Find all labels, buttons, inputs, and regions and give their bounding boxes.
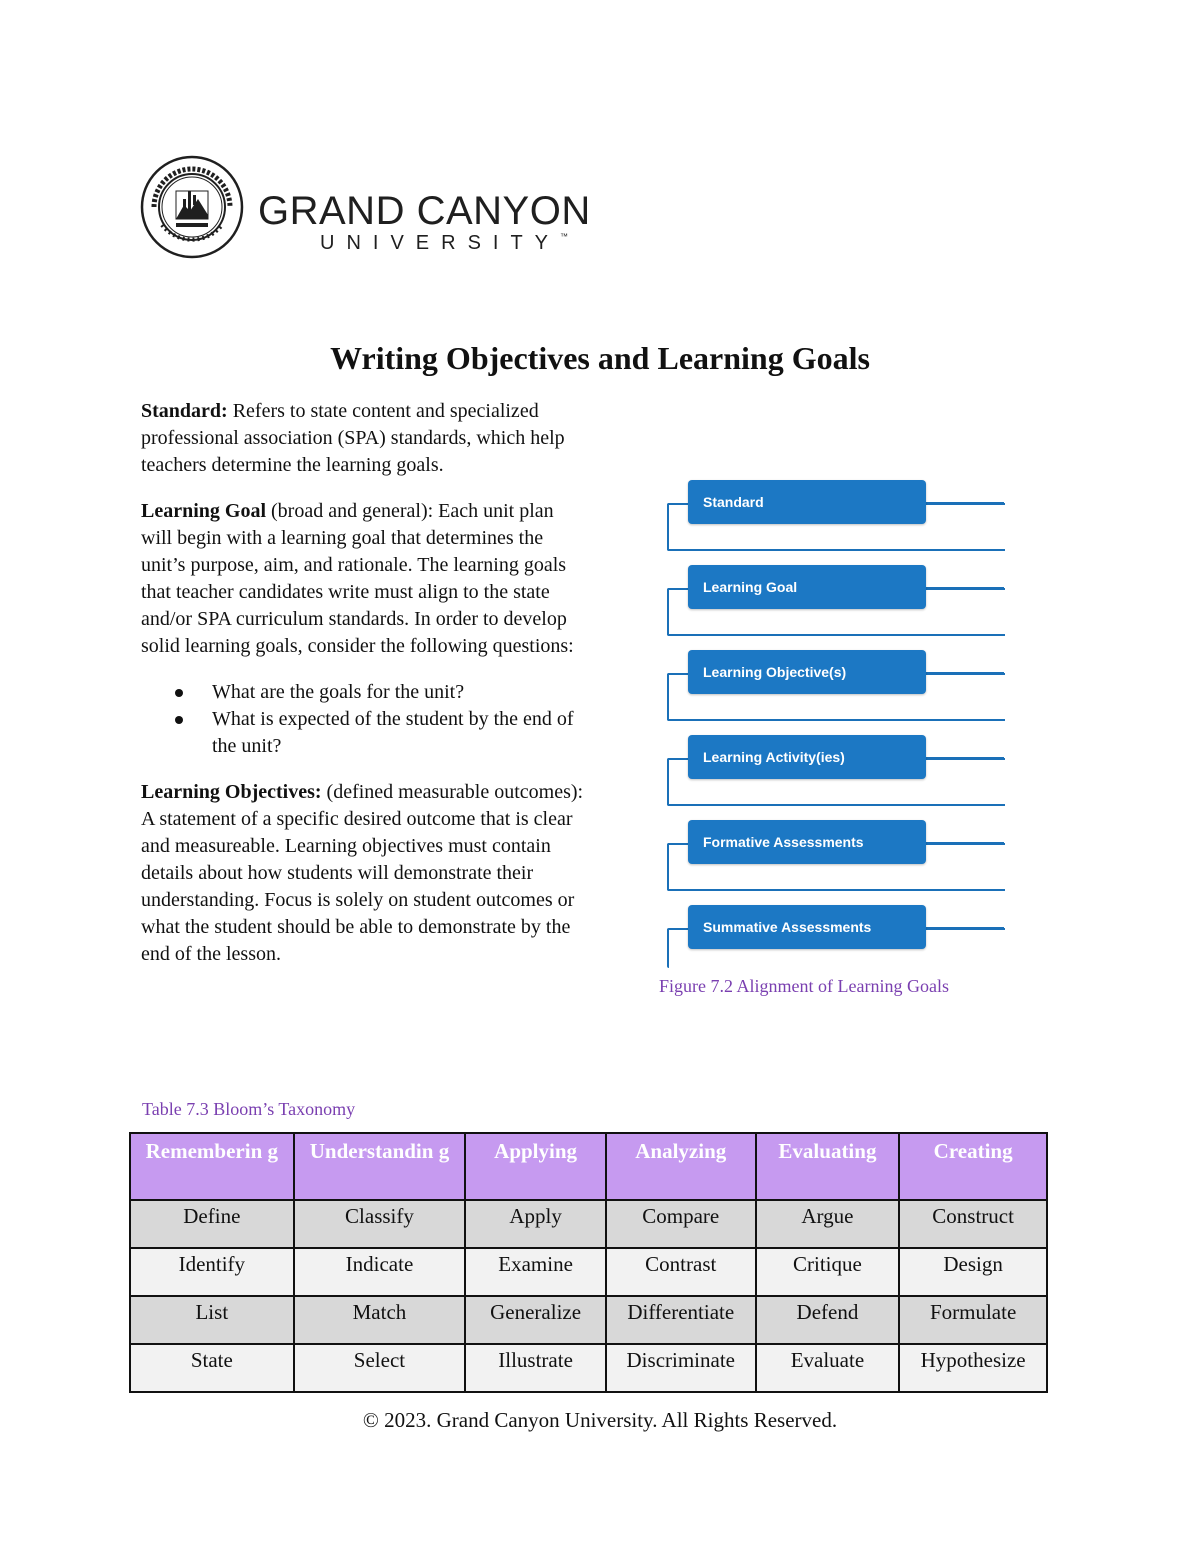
column-header: Evaluating	[756, 1133, 900, 1200]
table-cell: Formulate	[899, 1296, 1047, 1344]
table-cell: Identify	[130, 1248, 294, 1296]
diagram-box-summative-assessments: Summative Assessments	[688, 905, 926, 949]
table-cell: Apply	[465, 1200, 606, 1248]
table-cell: Compare	[606, 1200, 756, 1248]
learning-objectives-label: Learning Objectives:	[141, 781, 322, 803]
table-cell: Critique	[756, 1248, 900, 1296]
table-cell: Differentiate	[606, 1296, 756, 1344]
diagram-box-formative-assessments: Formative Assessments	[688, 820, 926, 864]
learning-goal-text: (broad and general): Each unit plan will begin with a learning goal that determines the unit’s purpose, aim, and rationale. The learning goals that teacher candidates write must align to the state and/or SPA curriculum standards. In order to develop solid learning goals, consider the following questions:	[141, 500, 574, 657]
standard-text: Refers to state content and specialized professional association (SPA) standards, which help teachers determine the learning goals.	[141, 400, 565, 476]
table-cell: Illustrate	[465, 1344, 606, 1392]
table-cell: Match	[294, 1296, 466, 1344]
table-cell: Classify	[294, 1200, 466, 1248]
diagram-connector	[926, 587, 1004, 589]
table-cell: Argue	[756, 1200, 900, 1248]
diagram-box-learning-goal: Learning Goal	[688, 565, 926, 609]
table-cell: Construct	[899, 1200, 1047, 1248]
table-cell: Indicate	[294, 1248, 466, 1296]
diagram-connector	[926, 842, 1004, 844]
alignment-diagram	[665, 480, 1010, 960]
table-row	[130, 1296, 1047, 1344]
learning-objectives-text: (defined measurable outcomes): A statement of a specific desired outcome that is clear and measureable. Learning objectives must contain details about how students will demonstrate their understanding. Focus is solely on student outcomes or what the student should be able to demonstrate by the end of the lesson.	[141, 781, 584, 965]
standard-label: Standard:	[141, 400, 228, 422]
table-caption: Table 7.3 Bloom’s Taxonomy	[142, 1099, 356, 1119]
diagram-connector	[926, 502, 1004, 504]
logo-sub-text: UNIVERSITY	[320, 232, 561, 254]
gcu-logo	[140, 155, 620, 260]
table-cell: Examine	[465, 1248, 606, 1296]
page-title: Writing Objectives and Learning Goals	[330, 340, 870, 376]
column-header: Applying	[465, 1133, 606, 1200]
table-cell: Select	[294, 1344, 466, 1392]
column-header: Creating	[899, 1133, 1047, 1200]
table-row	[130, 1248, 1047, 1296]
table-cell: State	[130, 1344, 294, 1392]
logo-subtitle	[320, 232, 568, 255]
list-item: What is expected of the student by the end of the unit?	[212, 706, 586, 760]
diagram-item	[665, 820, 1005, 900]
figure-caption: Figure 7.2 Alignment of Learning Goals	[659, 976, 949, 996]
table-cell: Design	[899, 1248, 1047, 1296]
table-cell: Contrast	[606, 1248, 756, 1296]
column-header: Analyzing	[606, 1133, 756, 1200]
learning-objectives-paragraph	[141, 779, 586, 968]
diagram-connector	[926, 672, 1004, 674]
table-cell: Evaluate	[756, 1344, 900, 1392]
diagram-connector	[926, 757, 1004, 759]
column-header: Understandin g	[294, 1133, 466, 1200]
list-item: What are the goals for the unit?	[212, 679, 586, 706]
diagram-box-standard: Standard	[688, 480, 926, 524]
column-header: Rememberin g	[130, 1133, 294, 1200]
university-seal-icon	[140, 155, 244, 259]
diagram-connector	[926, 927, 1004, 929]
table-cell: Generalize	[465, 1296, 606, 1344]
blooms-taxonomy-table	[129, 1132, 1048, 1393]
table-cell: Discriminate	[606, 1344, 756, 1392]
table-cell: Hypothesize	[899, 1344, 1047, 1392]
diagram-box-learning-activities: Learning Activity(ies)	[688, 735, 926, 779]
diagram-item	[665, 735, 1005, 815]
diagram-item	[665, 565, 1005, 645]
definitions-column	[141, 398, 586, 987]
goal-questions-list	[141, 679, 586, 760]
diagram-item	[665, 905, 1005, 985]
learning-goal-label: Learning Goal	[141, 500, 267, 522]
diagram-item	[665, 480, 1005, 560]
standard-paragraph	[141, 398, 586, 479]
table-cell: List	[130, 1296, 294, 1344]
logo-name: GRAND CANYON	[258, 189, 591, 233]
diagram-item	[665, 650, 1005, 730]
table-header-row	[130, 1133, 1047, 1200]
trademark-mark: ™	[560, 232, 569, 241]
table-row	[130, 1200, 1047, 1248]
table-row	[130, 1344, 1047, 1392]
diagram-box-learning-objectives: Learning Objective(s)	[688, 650, 926, 694]
learning-goal-paragraph	[141, 498, 586, 660]
table-cell: Define	[130, 1200, 294, 1248]
copyright-footer: © 2023. Grand Canyon University. All Rights Reserved.	[362, 1408, 838, 1432]
table-cell: Defend	[756, 1296, 900, 1344]
